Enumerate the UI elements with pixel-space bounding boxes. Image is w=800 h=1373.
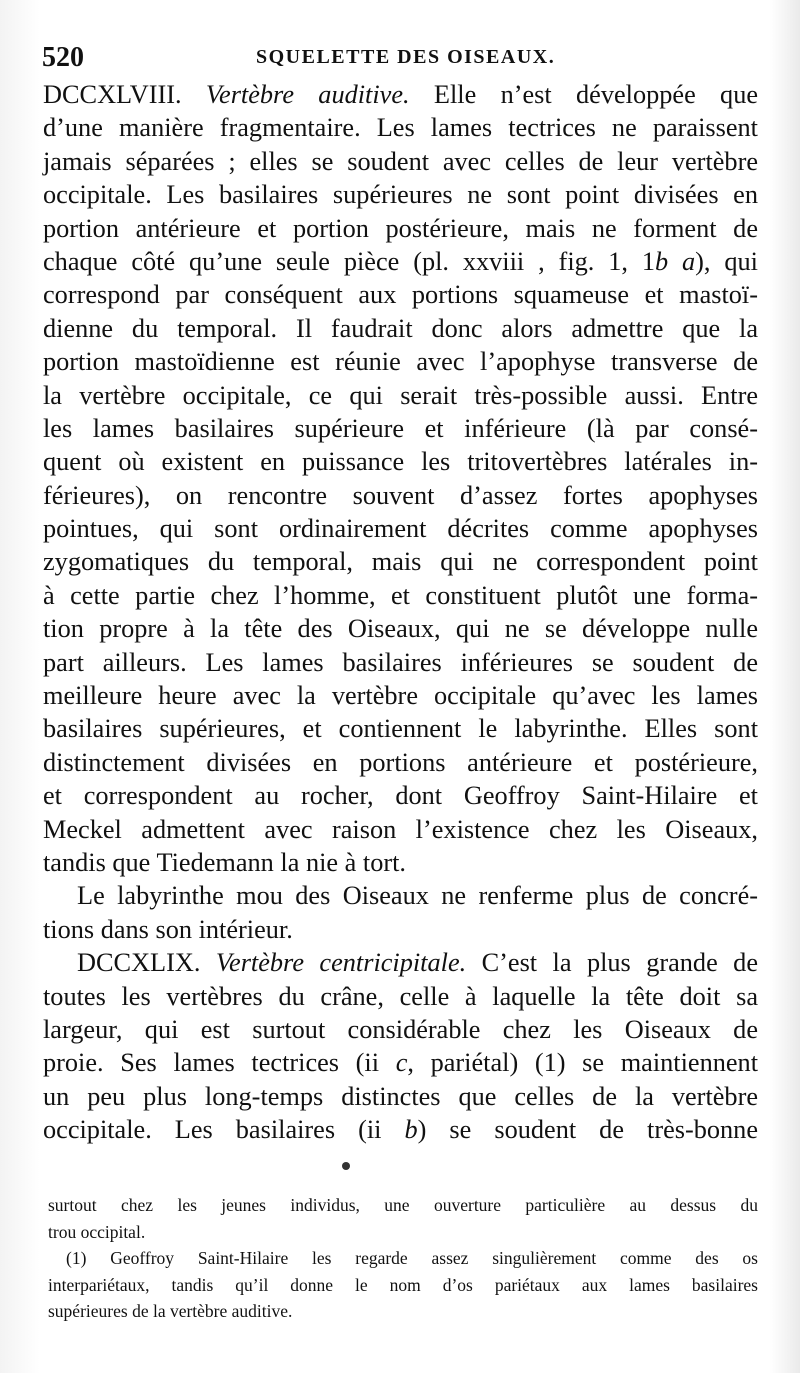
body-line [43, 178, 758, 211]
text-run: proie. Ses lames tectrices (ii [43, 1048, 396, 1078]
body-line [43, 746, 758, 779]
text-run: zygomatiques du temporal, mais qui ne correspondent point [43, 547, 758, 577]
text-run: ), qui [695, 246, 758, 276]
text-run: Meckel admettent avec raison l’existence chez les Oiseaux, [43, 814, 758, 844]
body-text [43, 78, 758, 1147]
body-line [43, 111, 758, 144]
body-line [43, 512, 758, 545]
body-line [43, 579, 758, 612]
footnote-line: (1) Geoffroy Saint-Hilaire les regarde assez singulièrement comme des os [66, 1248, 758, 1268]
italic-text: c [395, 1048, 408, 1078]
text-run: un peu plus long-temps distinctes que celles de la vertèbre [43, 1081, 758, 1111]
body-line [43, 345, 758, 378]
body-line [43, 412, 758, 445]
text-run: quent où existent en puissance les tritovertèbres latérales in- [43, 447, 758, 477]
body-line [43, 946, 758, 979]
text-run: Le labyrinthe mou des Oiseaux ne renferme plus de concré- [77, 881, 758, 911]
text-run: les lames basilaires supérieure et inférieure (là par consé- [43, 413, 758, 443]
body-line [43, 646, 758, 679]
text-run: et correspondent au rocher, dont Geoffroy Saint-Hilaire et [43, 781, 758, 811]
text-run: portion mastoïdienne est réunie avec l’apophyse transverse de [43, 347, 758, 377]
running-head: SQUELETTE DES OISEAUX. [256, 46, 556, 68]
body-line [43, 1080, 758, 1113]
body-line [43, 712, 758, 745]
footnotes [48, 1192, 758, 1325]
text-run: tandis que Tiedemann la nie à tort. [43, 847, 406, 877]
body-line [43, 913, 758, 946]
body-line [43, 1113, 758, 1146]
text-run: DCCXLIX. [77, 948, 216, 978]
text-run: à cette partie chez l’homme, et constituent plutôt une forma- [43, 580, 758, 610]
footnote-line: trou occipital. [48, 1221, 146, 1242]
text-run: tion propre à la tête des Oiseaux, qui ne se développe nulle [43, 614, 758, 644]
italic-text: Vertèbre centricipitale. [215, 948, 467, 978]
body-line [43, 1013, 758, 1046]
body-line [43, 145, 758, 178]
text-run: basilaires supérieures, et contiennent le labyrinthe. Elles sont [43, 714, 758, 744]
text-run: la vertèbre occipitale, ce qui serait très-possible aussi. Entre [43, 380, 758, 410]
body-line [43, 612, 758, 645]
body-line [43, 545, 758, 578]
text-run: ) se soudent de très-bonne [417, 1115, 758, 1145]
body-line [43, 278, 758, 311]
text-run: DCCXLVIII. [43, 80, 206, 109]
footnote-line: interpariétaux, tandis qu’il donne le nom d’os pariétaux aux lames basilaires [48, 1274, 758, 1295]
footnote-separator-mark [342, 1162, 350, 1170]
body-line [43, 245, 758, 278]
text-run: pointues, qui sont ordinairement décrites comme apophyses [43, 514, 758, 544]
text-run: distinctement divisées en portions antérieure et postérieure, [43, 747, 758, 777]
body-line [43, 379, 758, 412]
footnote-line: surtout chez les jeunes individus, une ouverture particulière au dessus du [48, 1195, 758, 1215]
text-run: jamais séparées ; elles se soudent avec celles de leur vertèbre [43, 146, 758, 176]
body-line [43, 779, 758, 812]
text-run: part ailleurs. Les lames basilaires inférieures se soudent de [43, 647, 758, 677]
body-line [43, 846, 758, 879]
text-run: , pariétal) (1) se maintiennent [407, 1048, 759, 1078]
text-run: correspond par conséquent aux portions squameuse et mastoï- [43, 280, 758, 310]
text-run: largeur, qui est surtout considérable chez les Oiseaux de [43, 1014, 758, 1044]
body-line [43, 78, 758, 111]
text-run: occipitale. Les basilaires supérieures ne sont point divisées en [43, 180, 758, 210]
page-header [42, 42, 762, 82]
text-run: portion antérieure et portion postérieure, mais ne forment de [43, 213, 758, 243]
body-line [43, 445, 758, 478]
text-run: d’une manière fragmentaire. Les lames tectrices ne paraissent [43, 113, 758, 143]
text-run: dienne du temporal. Il faudrait donc alors admettre que la [43, 313, 758, 343]
footnote-line: supérieures de la vertèbre auditive. [48, 1301, 293, 1321]
text-run: férieures), on rencontre souvent d’assez fortes apophyses [43, 480, 758, 510]
body-line [43, 813, 758, 846]
body-line [43, 212, 758, 245]
text-run: toutes les vertèbres du crâne, celle à laquelle la tête doit sa [43, 981, 758, 1011]
text-run: meilleure heure avec la vertèbre occipitale qu’avec les lames [43, 681, 758, 711]
text-run: occipitale. Les basilaires (ii [43, 1115, 405, 1145]
text-run: C’est la plus grande de [466, 948, 758, 978]
body-line [43, 879, 758, 912]
body-line [43, 1046, 758, 1079]
italic-text: b [404, 1115, 418, 1145]
body-line [43, 980, 758, 1013]
page-number: 520 [42, 42, 84, 73]
italic-text: Vertèbre auditive. [205, 80, 410, 109]
body-line [43, 479, 758, 512]
body-line [43, 679, 758, 712]
italic-text: b a [654, 246, 696, 276]
text-run: Elle n’est développée que [409, 80, 759, 109]
body-line [43, 312, 758, 345]
text-run: tions dans son intérieur. [43, 914, 293, 944]
text-run: chaque côté qu’une seule pièce (pl. xxviii , fig. 1, 1 [43, 246, 655, 276]
